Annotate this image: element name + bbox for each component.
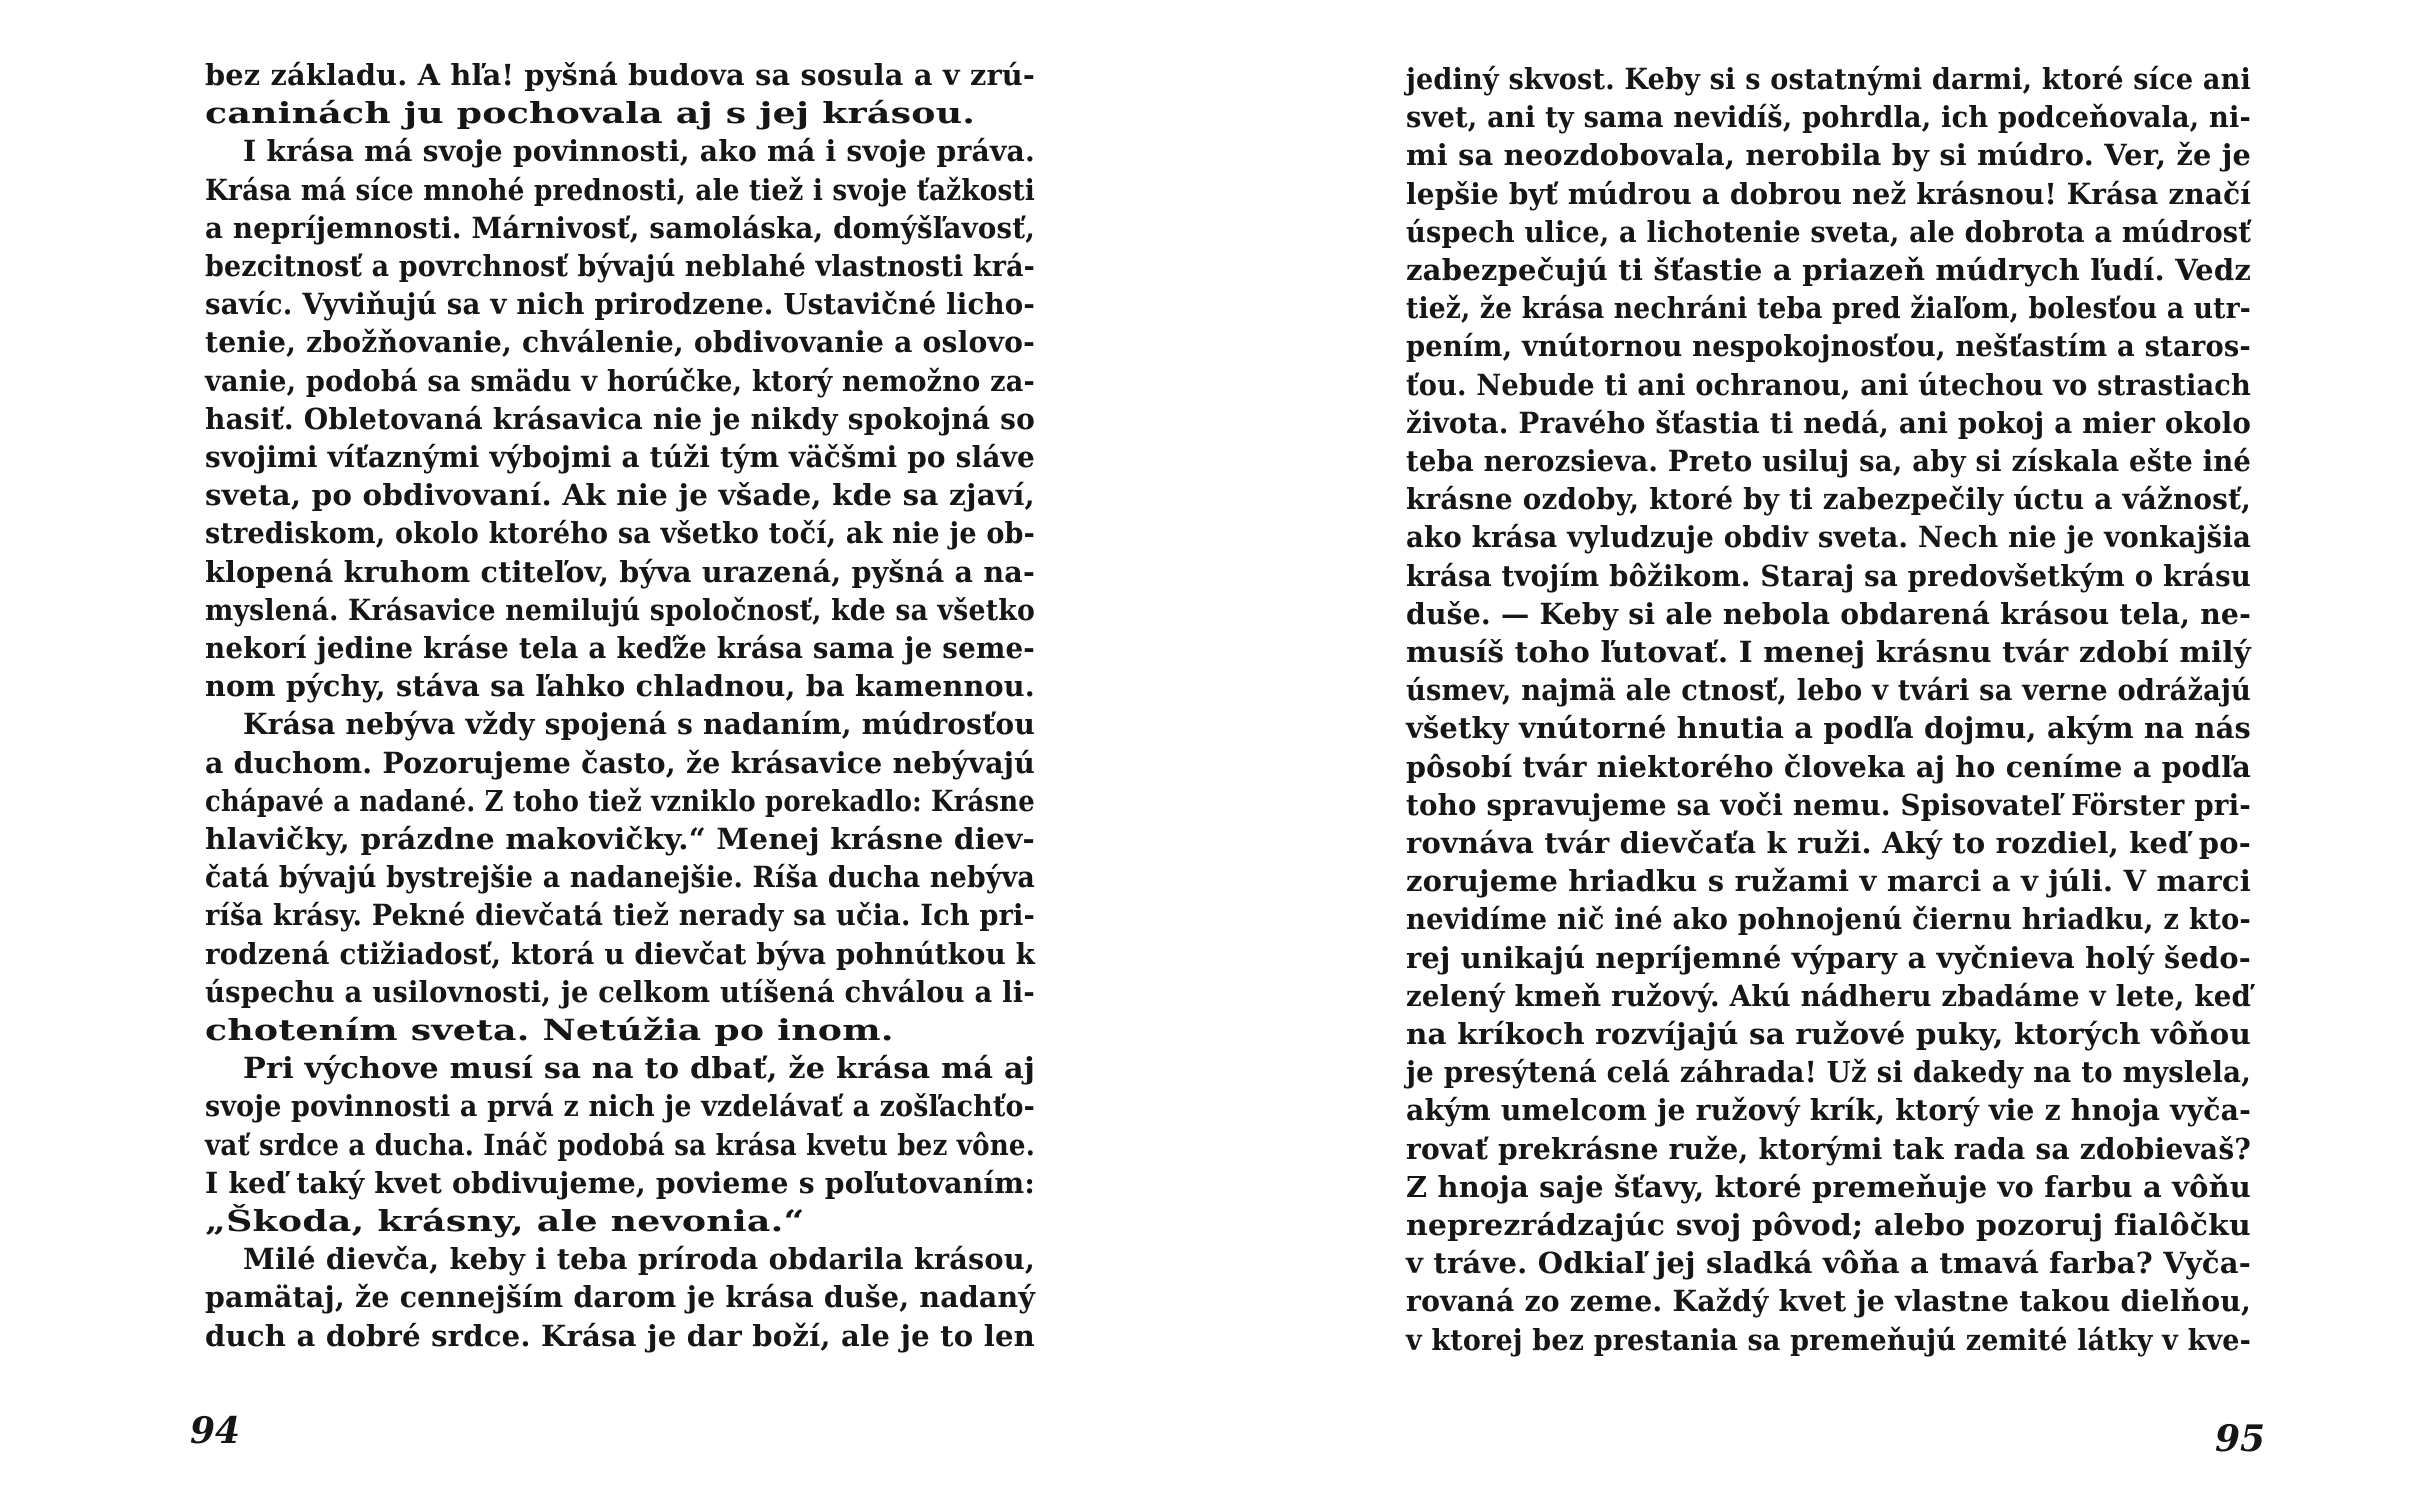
text-line: bez základu. A hľa! pyšná budova sa sosula a v zrú- [205,58,1036,92]
text-line: krása tvojím bôžikom. Staraj sa predovšetkým o krásu [1406,559,2251,593]
text-line: ríša krásy. Pekné dievčatá tiež nerady sa učia. Ich pri- [205,898,1036,932]
text-line: savíc. Vyviňujú sa v nich prirodzene. Ustavičné licho- [205,287,1036,321]
page-number-right: 95 [2215,1418,2266,1460]
text-line: rovaná zo zeme. Každý kvet je vlastne takou dielňou, [1406,1284,2252,1318]
text-line: myslená. Krásavice nemilujú spoločnosť, kde sa všetko [205,593,1035,627]
text-line: v ktorej bez prestania sa premeňujú zemité látky v kve- [1406,1323,2251,1357]
text-line: sveta, po obdivovaní. Ak nie je všade, kde sa zjaví, [205,478,1035,512]
text-line: Krása má síce mnohé prednosti, ale tiež i svoje ťažkosti [205,173,1035,207]
text-line: duch a dobré srdce. Krása je dar boží, ale je to len [205,1319,1036,1353]
text-line: svoje povinnosti a prvá z nich je vzdelávať a zošľachťo- [205,1089,1035,1123]
text-line: a nepríjemnosti. Márnivosť, samoláska, domýšľavosť, [205,211,1036,245]
text-line: nekorí jedine kráse tela a keďže krása sama je seme- [205,631,1036,665]
text-line: zelený kmeň ružový. Akú nádheru zbadáme v lete, keď [1406,979,2252,1013]
text-line: ako krása vyludzuje obdiv sveta. Nech nie je vonkajšia [1406,520,2252,554]
text-line: teba nerozsieva. Preto usiluj sa, aby si získala ešte iné [1406,444,2252,478]
text-line: rej unikajú nepríjemné výpary a vyčnieva holý šedo- [1406,941,2251,975]
text-line: hlavičky, prázdne makovičky.“ Menej krásne diev- [205,822,1035,856]
text-line: úspech ulice, a lichotenie sveta, ale dobrota a múdrosť [1406,215,2252,249]
text-line: akým umelcom je ružový krík, ktorý vie z hnoja vyča- [1406,1093,2252,1127]
text-line: tenie, zbožňovanie, chválenie, obdivovanie a oslovo- [205,325,1036,359]
text-line: toho spravujeme sa voči nemu. Spisovateľ Förster pri- [1406,788,2251,822]
text-line: svojimi víťaznými výbojmi a túži tým väčšmi po sláve [205,440,1035,474]
text-line: úsmev, najmä ale ctnosť, lebo v tvári sa verne odrážajú [1406,673,2252,707]
text-line: jediný skvost. Keby si s ostatnými darmi, ktoré síce ani [1406,62,2252,96]
right-page [1210,0,2420,1500]
text-line: klopená kruhom ctiteľov, býva urazená, pyšná a na- [205,555,1036,589]
text-line: zorujeme hriadku s ružami v marci a v júli. V marci [1406,864,2252,898]
text-line: hasiť. Obletovaná krásavica nie je nikdy spokojná so [205,402,1036,436]
text-line: života. Pravého šťastia ti nedá, ani pokoj a mier okolo [1406,406,2252,440]
text-line: bezcitnosť a povrchnosť bývajú neblahé vlastnosti krá- [205,249,1036,283]
text-line: čatá bývajú bystrejšie a nadanejšie. Ríša ducha nebýva [205,860,1035,894]
page-number-left: 94 [190,1410,241,1452]
text-line: vať srdce a ducha. Ináč podobá sa krása kvetu bez vône. [205,1128,1035,1162]
text-line: ťou. Nebude ti ani ochranou, ani útechou vo strastiach [1406,368,2252,402]
text-line: a duchom. Pozorujeme často, že krásavice nebývajú [205,746,1035,780]
text-line: I krása má svoje povinnosti, ako má i svoje práva. [243,134,1036,168]
text-line: na kríkoch rozvíjajú sa ružové puky, ktorých vôňou [1406,1017,2251,1051]
text-line: pamätaj, že cennejším darom je krása duše, nadaný [205,1280,1036,1314]
text-line: mi sa neozdobovala, nerobila by si múdro. Ver, že je [1406,138,2252,172]
text-line: Krása nebýva vždy spojená s nadaním, múdrosťou [243,707,1035,741]
text-line: duše. — Keby si ale nebola obdarená krásou tela, ne- [1406,597,2252,631]
text-line: je presýtená celá záhrada! Už si dakedy na to myslela, [1406,1055,2252,1089]
text-line: tiež, že krása nechráni teba pred žiaľom, bolesťou a utr- [1406,291,2251,325]
text-line: musíš toho ľutovať. I menej krásnu tvár zdobí milý [1406,635,2252,669]
text-line: rodzená ctižiadosť, ktorá u dievčat býva pohnútkou k [205,937,1035,971]
text-line: svet, ani ty sama nevidíš, pohrdla, ich podceňovala, ni- [1406,100,2251,134]
text-line: Pri výchove musí sa na to dbať, že krása má aj [243,1051,1036,1085]
text-line: nom pýchy, stáva sa ľahko chladnou, ba kamennou. [205,669,1035,703]
text-line: chápavé a nadané. Z toho tiež vzniklo porekadlo: Krásne [205,784,1035,818]
text-line: caninách ju pochovala aj s jej krásou. [205,96,976,130]
text-line: neprezrádzajúc svoj pôvod; alebo pozoruj fialôčku [1406,1208,2251,1242]
text-line: vanie, podobá sa smädu v horúčke, ktorý nemožno za- [205,364,1035,398]
text-line: krásne ozdoby, ktoré by ti zabezpečily úctu a vážnosť, [1406,482,2252,516]
text-line: v tráve. Odkiaľ jej sladká vôňa a tmavá farba? Vyča- [1406,1246,2251,1280]
text-line: Z hnoja saje šťavy, ktoré premeňuje vo farbu a vôňu [1406,1170,2251,1204]
text-line: rovnáva tvár dievčaťa k ruži. Aký to rozdiel, keď po- [1406,826,2251,860]
text-line: zabezpečujú ti šťastie a priazeň múdrych ľudí. Vedz [1406,253,2252,287]
text-line: pôsobí tvár niektorého človeka aj ho ceníme a podľa [1406,750,2251,784]
text-line: rovať prekrásne ruže, ktorými tak rada sa zdobievaš? [1406,1132,2252,1166]
text-line: nevidíme nič iné ako pohnojenú čiernu hriadku, z kto- [1406,902,2252,936]
text-line: všetky vnútorné hnutia a podľa dojmu, akým na nás [1406,711,2251,745]
text-line: strediskom, okolo ktorého sa všetko točí, ak nie je ob- [205,516,1036,550]
text-line: „Škoda, krásny, ale nevonia.“ [205,1204,805,1238]
text-line: lepšie byť múdrou a dobrou než krásnou! Krása značí [1406,177,2252,211]
text-line: chotením sveta. Netúžia po inom. [205,1013,894,1047]
text-line: Milé dievča, keby i teba príroda obdarila krásou, [243,1242,1036,1276]
text-line: úspechu a usilovnosti, je celkom utíšená chválou a li- [205,975,1035,1009]
text-line: pením, vnútornou nespokojnosťou, nešťastím a staros- [1406,329,2251,363]
text-line: I keď taký kvet obdivujeme, povieme s poľutovaním: [205,1166,1035,1200]
